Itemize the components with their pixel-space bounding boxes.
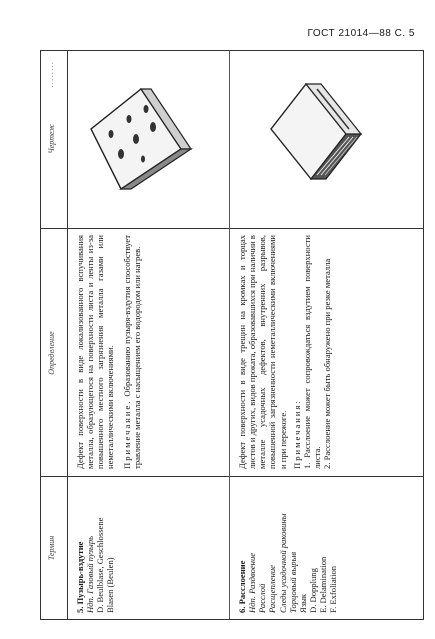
table-sheet [40,50,424,620]
definition-text: Дефект поверхности в виде трещин на кромках и торцах листов и других, видов проката, образовавшихся при наличии в металле усадочных дефектов, внутренних разрывов, повышенной загрязненности неметаллическими включениями и при пережоге. [237,235,288,469]
term-foreign: D. Dopplung [307,568,318,613]
term-synonym: Следы усадочной раковины [277,513,288,613]
page-header: ГОСТ 21014—88 С. 5 [307,28,415,39]
term-title: 5. Пузырь-вздутие [75,541,85,613]
column-divider [41,476,423,477]
definition-cell-delamination [237,235,332,469]
term-foreign: Blasen (Beulen) [105,557,116,613]
column-header-term: Термин [47,535,56,561]
definition-text: Дефект поверхности в виде локализованного вспучивания металла, образующегося на поверхности листа и ленты из-за повышенного местного загрязнения металла газами или неметаллическими включениями. [75,235,116,469]
term-synonym: Ндп. Раздвоение [247,552,258,613]
table-grid [40,50,424,620]
rotated-table-frame [40,50,424,620]
note-text: Образованию пузыря-вздутия способствует травление металла с насыщением его водородом или нагрев. [121,235,142,469]
term-title: 6. Расслоение [237,560,247,613]
column-divider [41,228,423,229]
term-synonym: Торцовый вырыв [287,551,298,613]
delaminated-plate-icon [251,69,381,199]
term-language-label: Язык [297,593,308,613]
term-foreign: D. Beulblase, Geschlossene [95,517,106,613]
plate-with-blisters-icon [81,79,201,199]
term-foreign: E. Delamination [318,556,329,613]
note-text: 2. Расслоение может быть обнаружено при резке металла [322,258,333,469]
column-header-definition: Определение [47,331,56,375]
term-cell-delamination [237,489,338,613]
note-text: 1. Расслоение может сопровождаться вздутием поверхности листа. [301,235,322,469]
definition-cell-blister [75,235,142,469]
note-heading: Примечание. [121,399,132,469]
term-synonym: Расщепление [267,565,278,613]
column-header-drawing: Чертеж [47,124,56,154]
header-divider [67,51,68,619]
header-dots: ········ [49,61,57,88]
note-heading: Примечания: [291,399,302,469]
term-foreign: F. Exfoliation [328,565,339,613]
row-divider [229,51,230,619]
term-synonym: Ндп. Газовый пузырь [85,535,96,613]
term-synonym: Расслой [257,583,268,613]
term-cell-blister [75,489,116,613]
